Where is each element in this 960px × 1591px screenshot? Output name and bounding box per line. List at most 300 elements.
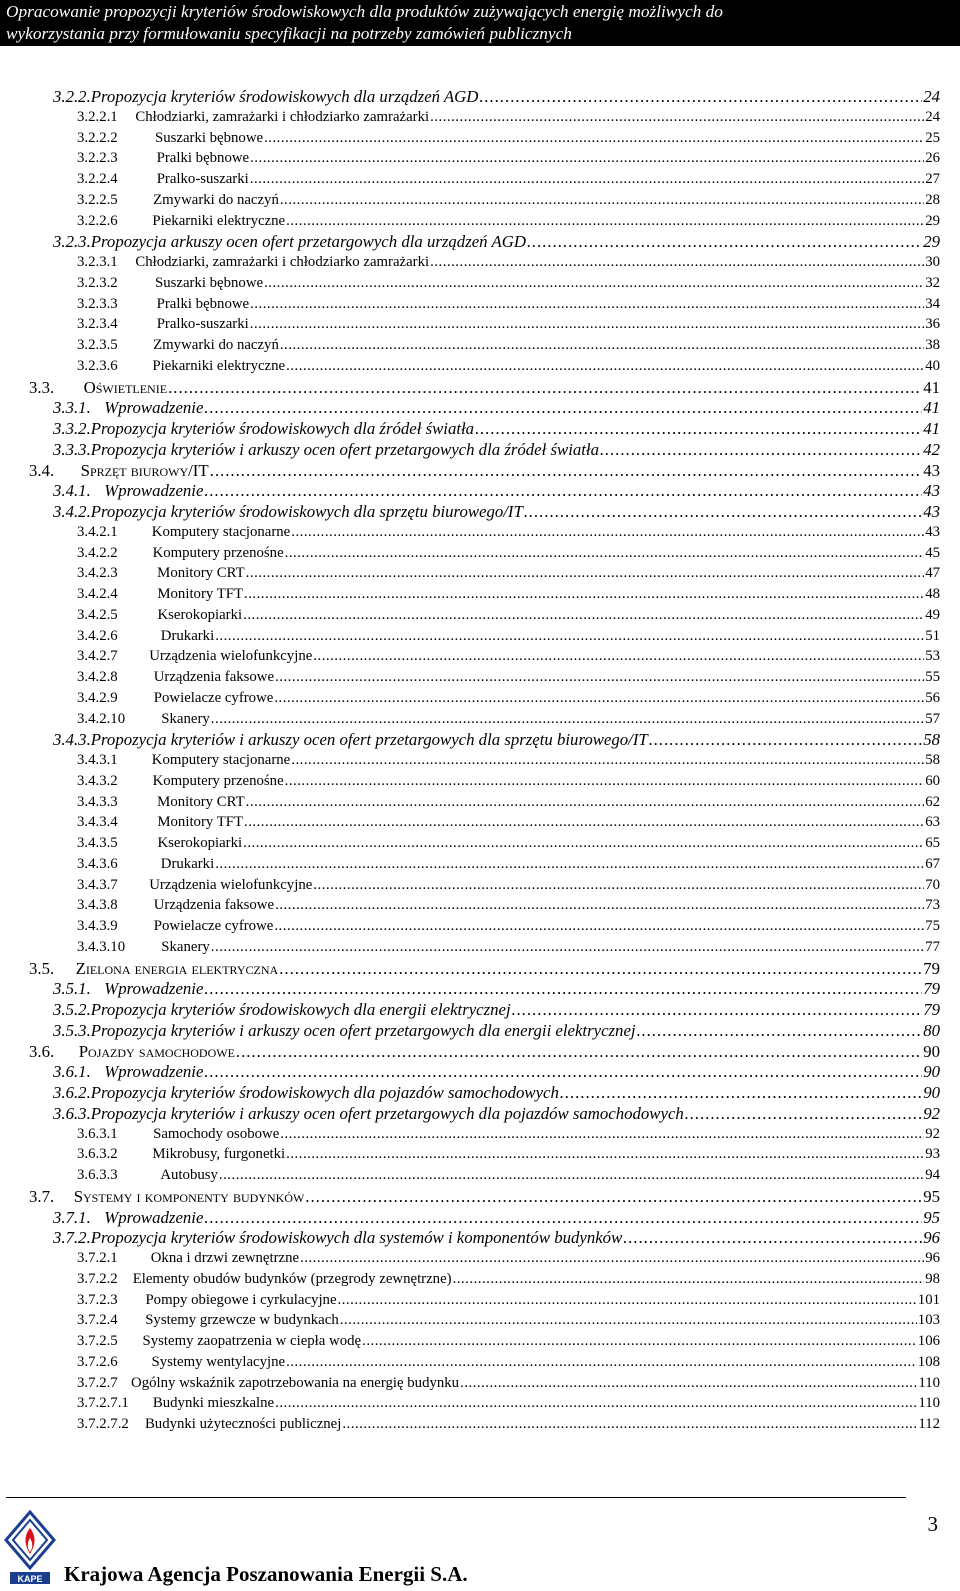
toc-entry[interactable]: [53, 480, 940, 501]
toc-entry[interactable]: [77, 190, 940, 211]
toc-entry-number: 3.2.2.: [53, 87, 91, 106]
toc-entry-title: Suszarki bębnowe: [155, 129, 264, 146]
toc-entry-page: 41: [923, 377, 940, 397]
toc-entry-title: Pralki bębnowe: [156, 295, 250, 312]
toc-entry[interactable]: [53, 729, 940, 750]
toc-leader-dots: [264, 273, 924, 294]
toc-entry-title: Komputery przenośne: [152, 544, 284, 561]
toc-entry-page: 112: [918, 1416, 940, 1432]
toc-entry-number: 3.4.3.6: [77, 855, 118, 872]
toc-entry[interactable]: [77, 1165, 940, 1186]
toc-entry-page: 94: [925, 1167, 940, 1183]
toc-entry[interactable]: [77, 1331, 940, 1352]
toc-entry-page: 79: [923, 979, 940, 999]
toc-entry[interactable]: [77, 895, 940, 916]
toc-entry-number: 3.6.: [29, 1041, 55, 1061]
toc-leader-dots: [430, 252, 924, 273]
toc-entry-title: Powielacze cyfrowe: [153, 689, 274, 706]
toc-entry-page: 47: [925, 565, 940, 582]
toc-entry-number: 3.2.2.6: [77, 212, 118, 229]
toc-entry-page: 90: [923, 1041, 940, 1061]
toc-entry-title: Drukarki: [160, 627, 215, 644]
toc-entry-title: Propozycja kryteriów środowiskowych dla pojazdów samochodowych: [90, 1083, 559, 1102]
toc-entry-title: Propozycja kryteriów środowiskowych dla źródeł światła: [90, 419, 475, 438]
toc-leader-dots: [246, 563, 925, 584]
toc-entry-page: 40: [925, 357, 940, 374]
toc-leader-dots: [285, 543, 925, 564]
toc-entry-title: Zmywarki do naczyń: [153, 191, 279, 208]
toc-entry[interactable]: [53, 439, 940, 460]
toc-entry[interactable]: [77, 812, 940, 833]
toc-entry-page: 79: [923, 1000, 940, 1019]
toc-leader-dots: [274, 916, 924, 937]
toc-entry-title: Skanery: [161, 710, 210, 727]
toc-entry-page: 65: [925, 835, 940, 851]
toc-entry-number: 3.7.2.7: [77, 1374, 118, 1391]
toc-entry[interactable]: [77, 584, 940, 605]
toc-entry-page: 57: [925, 710, 940, 727]
toc-entry[interactable]: [77, 688, 940, 709]
toc-entry-title: Propozycja kryteriów i arkuszy ocen ofert przetargowych dla pojazdów samochodowych: [90, 1103, 684, 1123]
toc-entry[interactable]: [77, 937, 940, 958]
toc-entry-page: 110: [918, 1395, 940, 1412]
toc-entry-page: 28: [925, 191, 940, 208]
toc-entry[interactable]: [77, 169, 940, 190]
toc-entry-number: 3.5.2.: [53, 1000, 91, 1019]
toc-entry-title: Skanery: [161, 938, 210, 955]
toc-entry[interactable]: [77, 1310, 940, 1331]
toc-entry[interactable]: [77, 522, 940, 543]
toc-entry-number: 3.3.2.: [53, 419, 91, 438]
toc-entry-title: Piekarniki elektryczne: [152, 212, 286, 229]
toc-entry[interactable]: [53, 1227, 940, 1248]
toc-leader-dots: [211, 709, 924, 730]
toc-leader-dots: [560, 1082, 922, 1103]
toc-leader-dots: [244, 584, 924, 605]
toc-leader-dots: [246, 792, 925, 813]
toc-entry-number: 3.4.1.: [53, 481, 91, 501]
toc-entry-title: Kserokopiarki: [157, 606, 243, 623]
toc-entry-title: Propozycja kryteriów środowiskowych dla energii elektrycznej: [90, 1000, 511, 1019]
toc-entry[interactable]: [29, 958, 940, 979]
toc-leader-dots: [460, 1373, 917, 1394]
toc-leader-dots: [362, 1331, 917, 1352]
toc-entry-page: 45: [925, 544, 940, 561]
toc-entry-number: 3.6.1.: [53, 1062, 91, 1082]
toc-entry[interactable]: [53, 1103, 940, 1124]
toc-leader-dots: [524, 501, 922, 522]
toc-leader-dots: [210, 460, 923, 481]
toc-entry-title: Systemy wentylacyjne: [151, 1353, 286, 1370]
toc-entry[interactable]: [77, 1144, 940, 1165]
toc-entry[interactable]: [77, 833, 940, 854]
toc-entry-number: 3.4.3.: [53, 730, 91, 750]
kape-logo-icon: [2, 1508, 58, 1588]
toc-entry[interactable]: [53, 1082, 940, 1103]
toc-entry[interactable]: [53, 501, 940, 522]
toc-leader-dots: [236, 1041, 922, 1062]
toc-entry-number: 3.4.2.3: [77, 565, 118, 582]
toc-leader-dots: [600, 439, 922, 460]
toc-entry-number: 3.4.2.: [53, 502, 91, 521]
toc-leader-dots: [279, 958, 922, 979]
toc-entry-title: Oświetlenie: [83, 377, 168, 397]
toc-entry[interactable]: [53, 1207, 940, 1228]
toc-entry-title: Zmywarki do naczyń: [153, 337, 279, 353]
toc-entry-page: 62: [925, 793, 940, 810]
toc-leader-dots: [637, 1020, 923, 1041]
toc-leader-dots: [453, 1269, 925, 1290]
toc-entry-page: 24: [923, 87, 940, 106]
toc-entry-title: Elementy obudów budynków (przegrody zewnętrzne): [132, 1270, 452, 1287]
toc-entry[interactable]: [77, 1290, 940, 1311]
toc-leader-dots: [285, 771, 925, 792]
toc-leader-dots: [204, 1207, 922, 1228]
running-header: [0, 0, 960, 46]
toc-entry[interactable]: [77, 916, 940, 937]
toc-entry-title: Chłodziarki, zamrażarki i chłodziarko zamrażarki: [135, 108, 430, 125]
toc-entry[interactable]: [77, 750, 940, 771]
toc-leader-dots: [250, 294, 924, 315]
toc-entry-number: 3.2.2.2: [77, 129, 118, 146]
toc-entry-page: 95: [923, 1186, 940, 1206]
toc-entry-number: 3.3.3.: [53, 439, 91, 459]
toc-leader-dots: [215, 854, 924, 875]
toc-leader-dots: [274, 688, 924, 709]
toc-entry[interactable]: [77, 792, 940, 813]
toc-entry-title: Okna i drzwi zewnętrzne: [150, 1250, 300, 1266]
toc-entry-title: Komputery stacjonarne: [151, 523, 291, 540]
toc-entry-title: Powielacze cyfrowe: [153, 918, 274, 934]
toc-entry[interactable]: [53, 418, 940, 439]
toc-entry-title: Wprowadzenie: [104, 979, 204, 999]
toc-leader-dots: [512, 999, 923, 1020]
toc-entry-title: Samochody osobowe: [153, 1125, 280, 1142]
toc-entry-title: Monitory TFT: [157, 814, 244, 831]
toc-entry[interactable]: [53, 231, 940, 252]
toc-entry[interactable]: [53, 86, 940, 107]
toc-entry-number: 3.6.3.2: [77, 1146, 118, 1163]
toc-entry[interactable]: [77, 646, 940, 667]
toc-entry-number: 3.7.2.3: [77, 1291, 118, 1308]
toc-entry-page: 63: [925, 814, 940, 831]
toc-entry-number: 3.2.2.5: [77, 191, 118, 208]
toc-entry[interactable]: [77, 543, 940, 564]
toc-entry[interactable]: [77, 771, 940, 792]
toc-entry-title: Pompy obiegowe i cyrkulacyjne: [145, 1291, 337, 1308]
toc-leader-dots: [280, 335, 924, 356]
toc-leader-dots: [219, 1165, 924, 1186]
toc-entry-page: 92: [923, 1103, 940, 1123]
toc-leader-dots: [250, 148, 924, 169]
toc-entry-title: Autobusy: [160, 1167, 218, 1183]
toc-entry-title: Urządzenia faksowe: [153, 897, 275, 914]
toc-entry-page: 93: [925, 1146, 940, 1163]
toc-entry[interactable]: [77, 314, 940, 335]
toc-entry-number: 3.3.: [29, 377, 55, 397]
toc-entry-page: 80: [923, 1020, 940, 1040]
toc-entry-number: 3.4.2.1: [77, 523, 118, 540]
toc-entry-number: 3.7.1.: [53, 1207, 91, 1227]
toc-entry[interactable]: [53, 978, 940, 999]
toc-entry[interactable]: [29, 377, 940, 398]
toc-entry-number: 3.7.2.7.1: [77, 1395, 129, 1412]
toc-leader-dots: [264, 128, 924, 149]
toc-leader-dots: [338, 1290, 917, 1311]
toc-entry-title: Propozycja kryteriów i arkuszy ocen ofert przetargowych dla energii elektrycznej: [90, 1020, 636, 1040]
toc-entry-title: Monitory TFT: [157, 586, 244, 602]
toc-entry[interactable]: [53, 1020, 940, 1041]
toc-entry[interactable]: [77, 211, 940, 232]
toc-entry-title: Propozycja kryteriów i arkuszy ocen ofert przetargowych dla źródeł światła: [90, 439, 599, 459]
toc-entry-number: 3.6.3.1: [77, 1125, 118, 1142]
toc-entry-number: 3.4.2.5: [77, 606, 118, 623]
toc-entry[interactable]: [53, 999, 940, 1020]
header-line-1: Opracowanie propozycji kryteriów środowiskowych dla produktów zużywających energię możliwych do: [6, 2, 723, 21]
toc-entry-page: 26: [925, 150, 940, 167]
toc-entry-number: 3.7.: [29, 1186, 55, 1206]
toc-entry[interactable]: [77, 854, 940, 875]
toc-entry-title: Wprowadzenie: [104, 1062, 204, 1082]
toc-leader-dots: [204, 480, 922, 501]
toc-entry[interactable]: [77, 107, 940, 128]
toc-entry-number: 3.4.3.2: [77, 772, 118, 789]
toc-entry-page: 70: [925, 876, 940, 893]
toc-entry-page: 90: [923, 1083, 940, 1102]
toc-entry[interactable]: [77, 563, 940, 584]
toc-entry-number: 3.2.2.1: [77, 108, 118, 125]
toc-entry[interactable]: [77, 273, 940, 294]
toc-entry-title: Zielona energia elektryczna: [75, 958, 279, 978]
toc-leader-dots: [204, 978, 922, 999]
toc-entry-title: Komputery stacjonarne: [151, 752, 291, 768]
toc-leader-dots: [286, 1144, 924, 1165]
toc-leader-dots: [430, 107, 924, 128]
toc-entry-page: 110: [918, 1374, 940, 1391]
toc-entry-number: 3.2.3.2: [77, 274, 118, 291]
toc-entry-page: 29: [925, 212, 940, 229]
toc-entry-title: Wprowadzenie: [104, 481, 204, 501]
toc-entry-number: 3.4.: [29, 460, 55, 480]
toc-entry-number: 3.4.3.9: [77, 918, 118, 934]
toc-entry[interactable]: [77, 128, 940, 149]
toc-entry-page: 90: [923, 1062, 940, 1082]
toc-entry-page: 108: [917, 1353, 940, 1370]
toc-entry-number: 3.7.2.5: [77, 1333, 118, 1349]
toc-entry-title: Urządzenia wielofunkcyjne: [149, 648, 313, 665]
toc-entry-number: 3.4.3.1: [77, 752, 118, 768]
toc-entry-title: Propozycja kryteriów środowiskowych dla sprzętu biurowego/IT: [90, 502, 523, 521]
toc-entry-number: 3.7.2.2: [77, 1270, 118, 1287]
toc-leader-dots: [275, 1393, 917, 1414]
toc-entry[interactable]: [29, 460, 940, 481]
toc-entry-page: 43: [925, 523, 940, 540]
toc-entry-page: 56: [925, 689, 940, 706]
toc-entry-number: 3.7.2.1: [77, 1250, 118, 1266]
toc-entry[interactable]: [29, 1041, 940, 1062]
toc-entry[interactable]: [53, 397, 940, 418]
toc-entry-number: 3.4.2.6: [77, 627, 118, 644]
toc-entry-page: 48: [925, 586, 940, 602]
toc-entry-title: Budynki mieszkalne: [152, 1395, 275, 1412]
toc-leader-dots: [305, 1186, 922, 1207]
toc-entry-page: 25: [925, 129, 940, 146]
toc-entry[interactable]: [77, 1373, 940, 1394]
toc-entry-page: 36: [925, 316, 940, 333]
toc-leader-dots: [280, 190, 924, 211]
toc-leader-dots: [204, 1061, 922, 1082]
toc-entry-title: Komputery przenośne: [152, 772, 284, 789]
toc-leader-dots: [623, 1227, 922, 1248]
toc-leader-dots: [342, 1414, 917, 1435]
toc-entry-title: Mikrobusy, furgonetki: [152, 1146, 286, 1163]
toc-entry-number: 3.4.3.5: [77, 835, 118, 851]
toc-leader-dots: [649, 729, 922, 750]
toc-entry-page: 58: [923, 730, 940, 750]
toc-entry-page: 29: [923, 232, 940, 252]
toc-entry-title: Wprowadzenie: [104, 398, 204, 418]
toc-entry-page: 75: [925, 918, 940, 934]
toc-entry-number: 3.2.3.5: [77, 337, 118, 353]
toc-entry-title: Piekarniki elektryczne: [152, 357, 286, 374]
toc-entry-number: 3.4.3.7: [77, 876, 118, 893]
toc-entry-title: Urządzenia wielofunkcyjne: [149, 876, 313, 893]
toc-entry-page: 43: [923, 481, 940, 501]
toc-entry[interactable]: [77, 1124, 940, 1145]
toc-entry[interactable]: [77, 1352, 940, 1373]
toc-leader-dots: [243, 833, 924, 854]
toc-entry-title: Pralko-suszarki: [156, 171, 249, 187]
toc-entry[interactable]: [77, 1393, 940, 1414]
toc-entry-page: 42: [923, 439, 940, 459]
toc-entry[interactable]: [77, 667, 940, 688]
toc-entry-page: 67: [925, 855, 940, 872]
toc-entry-number: 3.2.3.: [53, 232, 91, 252]
toc-entry-title: Pojazdy samochodowe: [78, 1041, 235, 1061]
toc-entry-page: 24: [925, 108, 940, 125]
toc-entry[interactable]: [77, 294, 940, 315]
footer-organization: Krajowa Agencja Poszanowania Energii S.A.: [64, 1562, 468, 1586]
page-number: 3: [927, 1512, 938, 1536]
toc-entry-title: Budynki użyteczności publicznej: [144, 1416, 342, 1432]
toc-entry-page: 95: [923, 1207, 940, 1227]
toc-entry-number: 3.2.3.1: [77, 254, 118, 270]
toc-entry-number: 3.3.1.: [53, 398, 91, 418]
toc-leader-dots: [275, 667, 924, 688]
toc-entry-page: 79: [923, 958, 940, 978]
toc-entry-number: 3.2.2.4: [77, 171, 118, 187]
toc-entry-title: Monitory CRT: [157, 793, 245, 810]
toc-entry-number: 3.2.3.3: [77, 295, 118, 312]
toc-entry-title: Kserokopiarki: [157, 835, 243, 851]
toc-leader-dots: [685, 1103, 922, 1124]
toc-leader-dots: [211, 937, 924, 958]
toc-leader-dots: [286, 356, 924, 377]
toc-entry-title: Systemy grzewcze w budynkach: [145, 1312, 339, 1329]
toc-entry-number: 3.4.2.8: [77, 669, 118, 685]
toc-entry[interactable]: [77, 335, 940, 356]
toc-entry[interactable]: [77, 626, 940, 647]
toc-leader-dots: [313, 875, 924, 896]
toc-entry[interactable]: [53, 1061, 940, 1082]
toc-entry-number: 3.2.3.6: [77, 357, 118, 374]
header-line-2: wykorzystania przy formułowaniu specyfikacji na potrzeby zamówień publicznych: [6, 24, 572, 43]
toc-entry[interactable]: [77, 1269, 940, 1290]
toc-entry-title: Systemy zaopatrzenia w ciepła wodę: [142, 1333, 362, 1349]
toc-entry-title: Propozycja kryteriów i arkuszy ocen ofert przetargowych dla sprzętu biurowego/IT: [90, 730, 648, 750]
toc-entry-page: 106: [917, 1333, 940, 1349]
toc-leader-dots: [275, 895, 924, 916]
toc-leader-dots: [313, 646, 924, 667]
toc-entry[interactable]: [77, 252, 940, 273]
toc-entry-number: 3.4.2.2: [77, 544, 118, 561]
toc-entry-number: 3.4.3.3: [77, 793, 118, 810]
toc-entry[interactable]: [77, 1248, 940, 1269]
toc-entry[interactable]: [29, 1186, 940, 1207]
toc-entry-page: 30: [925, 254, 940, 270]
toc-entry-page: 77: [925, 938, 940, 955]
toc-leader-dots: [204, 397, 922, 418]
toc-entry-title: Ogólny wskaźnik zapotrzebowania na energię budynku: [131, 1374, 460, 1391]
toc-entry-title: Propozycja arkuszy ocen ofert przetargowych dla urządzeń AGD: [90, 232, 526, 252]
toc-leader-dots: [168, 377, 922, 398]
toc-leader-dots: [300, 1248, 924, 1269]
toc-entry-page: 51: [925, 627, 940, 644]
toc-leader-dots: [250, 169, 924, 190]
toc-entry-number: 3.5.3.: [53, 1020, 91, 1040]
toc-leader-dots: [527, 231, 922, 252]
toc-entry-page: 103: [917, 1312, 940, 1329]
toc-entry-page: 96: [923, 1228, 940, 1248]
toc-entry[interactable]: [77, 1414, 940, 1435]
toc-leader-dots: [286, 1352, 917, 1373]
toc-leader-dots: [286, 211, 924, 232]
toc-entry[interactable]: [77, 875, 940, 896]
logo-text: KAPE: [17, 1574, 43, 1584]
toc-entry-title: Systemy i komponenty budynków: [73, 1186, 305, 1206]
toc-entry-number: 3.6.3.: [53, 1103, 91, 1123]
toc-entry-title: Pralko-suszarki: [156, 316, 249, 333]
toc-entry-number: 3.4.3.10: [77, 938, 126, 955]
toc-leader-dots: [215, 626, 924, 647]
toc-entry[interactable]: [77, 356, 940, 377]
toc-entry[interactable]: [77, 148, 940, 169]
toc-entry-number: 3.5.: [29, 958, 55, 978]
toc-entry-page: 73: [925, 897, 940, 914]
toc-entry-number: 3.4.2.9: [77, 689, 118, 706]
toc-entry-title: Pralki bębnowe: [156, 150, 250, 167]
toc-entry-page: 41: [923, 398, 940, 418]
toc-entry-number: 3.4.2.10: [77, 710, 126, 727]
toc-entry-page: 27: [925, 171, 940, 187]
toc-entry-number: 3.6.3.3: [77, 1167, 118, 1183]
toc-entry-title: Propozycja kryteriów środowiskowych dla systemów i komponentów budynków: [90, 1228, 623, 1248]
toc-entry-number: 3.7.2.7.2: [77, 1416, 129, 1432]
toc-leader-dots: [291, 750, 924, 771]
toc-entry[interactable]: [77, 709, 940, 730]
toc-entry-title: Sprzęt biurowy/IT: [80, 460, 209, 480]
toc-entry-title: Monitory CRT: [157, 565, 245, 582]
toc-entry-title: Suszarki bębnowe: [155, 274, 264, 291]
toc-entry-page: 43: [923, 460, 940, 480]
toc-entry-number: 3.7.2.: [53, 1228, 91, 1248]
toc-entry-number: 3.2.3.4: [77, 316, 118, 333]
toc-entry-title: Urządzenia faksowe: [153, 669, 275, 685]
toc-entry-number: 3.4.2.4: [77, 586, 118, 602]
toc-entry-page: 34: [925, 295, 940, 312]
toc-entry-page: 60: [925, 772, 940, 789]
toc-entry[interactable]: [77, 605, 940, 626]
